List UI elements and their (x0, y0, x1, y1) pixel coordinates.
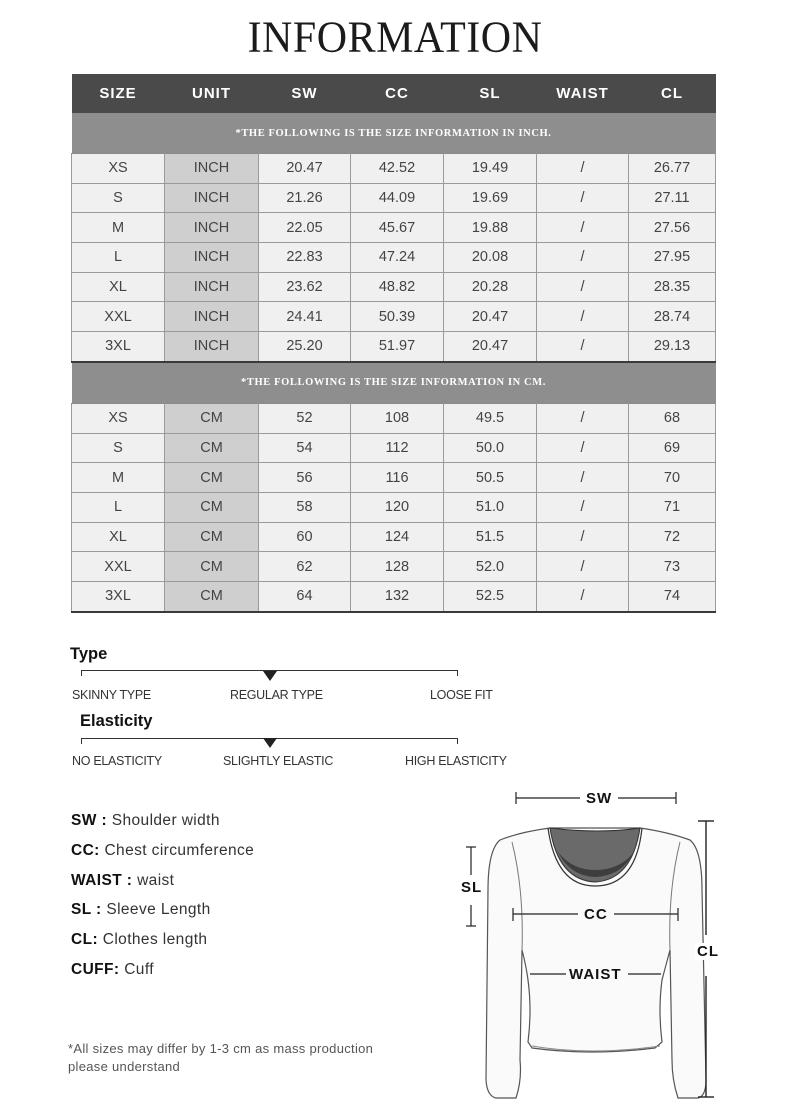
elasticity-label-none: NO ELASTICITY (72, 754, 162, 768)
cell-cc: 116 (351, 463, 444, 493)
cell-cc: 120 (351, 492, 444, 522)
cell-sl: 52.0 (444, 552, 537, 582)
column-header-sl: SL (444, 74, 537, 113)
legend-abbr: SW : (71, 812, 108, 829)
cell-size: M (72, 213, 165, 243)
column-header-unit: UNIT (165, 74, 259, 113)
legend-abbr: CUFF: (71, 960, 120, 978)
legend-desc: Shoulder width (111, 812, 220, 829)
table-row (72, 183, 716, 213)
cell-cl: 29.13 (629, 332, 716, 362)
cell-cc: 47.24 (351, 243, 444, 273)
legend-item (71, 842, 254, 872)
cell-cc: 48.82 (351, 272, 444, 302)
cell-sw: 54 (259, 433, 351, 463)
cell-sw: 62 (259, 552, 351, 582)
table-row (72, 154, 716, 184)
cell-sl: 20.08 (444, 243, 537, 273)
cell-cl: 74 (629, 581, 716, 611)
elasticity-heading: Elasticity (80, 712, 153, 730)
type-heading: Type (70, 645, 108, 663)
legend-item (71, 872, 254, 902)
cell-size: S (72, 183, 165, 213)
cell-sl: 19.69 (444, 183, 537, 213)
cell-cc: 132 (351, 581, 444, 611)
cell-size: XXL (72, 552, 165, 582)
cell-cl: 28.35 (629, 272, 716, 302)
cell-size: 3XL (72, 332, 165, 362)
cell-unit: CM (165, 463, 259, 493)
cell-waist: / (537, 492, 629, 522)
legend-item (71, 812, 254, 842)
cell-waist: / (537, 154, 629, 184)
cell-cl: 68 (629, 403, 716, 433)
sw-label: SW (586, 790, 613, 807)
table-row (72, 522, 716, 552)
cell-sw: 24.41 (259, 302, 351, 332)
cell-waist: / (537, 272, 629, 302)
legend-desc: Clothes length (102, 931, 208, 949)
cell-unit: INCH (165, 183, 259, 213)
table-row (72, 243, 716, 273)
cell-sl: 50.0 (444, 433, 537, 463)
legend-abbr: SL : (71, 901, 102, 919)
cell-sw: 60 (259, 522, 351, 552)
table-header-row (72, 74, 716, 113)
elasticity-marker-icon (263, 738, 277, 748)
disclaimer-line-2: please understand (68, 1059, 181, 1074)
table-row (72, 302, 716, 332)
cell-cc: 50.39 (351, 302, 444, 332)
cell-unit: INCH (165, 302, 259, 332)
column-header-waist: WAIST (537, 74, 629, 113)
legend-desc: Sleeve Length (106, 901, 211, 919)
cell-unit: INCH (165, 154, 259, 184)
disclaimer-line-1: *All sizes may differ by 1-3 cm as mass production (68, 1041, 374, 1056)
legend-abbr: CL: (71, 931, 99, 949)
cell-cc: 45.67 (351, 213, 444, 243)
cell-cl: 27.95 (629, 243, 716, 273)
cell-cc: 112 (351, 433, 444, 463)
legend-abbr: WAIST : (71, 871, 133, 889)
column-header-cl: CL (629, 74, 716, 113)
cell-waist: / (537, 522, 629, 552)
cell-sw: 20.47 (259, 154, 351, 184)
cell-size: XL (72, 522, 165, 552)
type-marker-icon (263, 671, 277, 681)
cell-waist: / (537, 552, 629, 582)
table-row (72, 272, 716, 302)
elasticity-label-high: HIGH ELASTICITY (405, 754, 507, 768)
waist-label: WAIST (569, 966, 622, 983)
long-sleeve-top-illustration (440, 780, 740, 1100)
cell-sw: 23.62 (259, 272, 351, 302)
legend-item (71, 961, 254, 991)
sl-label: SL (461, 879, 483, 896)
cell-size: L (72, 492, 165, 522)
page-title: INFORMATION (247, 13, 543, 63)
cell-sl: 52.5 (444, 581, 537, 611)
column-header-sw: SW (259, 74, 351, 113)
cell-sw: 25.20 (259, 332, 351, 362)
cell-size: XS (72, 154, 165, 184)
table-row (72, 332, 716, 362)
cell-size: S (72, 433, 165, 463)
cell-cl: 26.77 (629, 154, 716, 184)
cell-unit: CM (165, 433, 259, 463)
cell-sw: 56 (259, 463, 351, 493)
cell-sl: 19.88 (444, 213, 537, 243)
cell-unit: INCH (165, 272, 259, 302)
cell-waist: / (537, 332, 629, 362)
cell-cl: 72 (629, 522, 716, 552)
cell-cl: 73 (629, 552, 716, 582)
cell-sw: 64 (259, 581, 351, 611)
cell-size: 3XL (72, 581, 165, 611)
cl-label: CL (697, 943, 719, 960)
cell-sl: 20.47 (444, 302, 537, 332)
cell-unit: CM (165, 581, 259, 611)
cell-unit: CM (165, 492, 259, 522)
cell-waist: / (537, 302, 629, 332)
cell-cc: 42.52 (351, 154, 444, 184)
cell-waist: / (537, 243, 629, 273)
elasticity-label-slight: SLIGHTLY ELASTIC (223, 754, 334, 768)
cell-size: XS (72, 403, 165, 433)
cell-cl: 69 (629, 433, 716, 463)
table-row (72, 552, 716, 582)
cell-cc: 44.09 (351, 183, 444, 213)
type-label-skinny: SKINNY TYPE (72, 688, 151, 702)
cell-sl: 51.0 (444, 492, 537, 522)
table-row (72, 213, 716, 243)
cell-size: XL (72, 272, 165, 302)
cell-sw: 22.05 (259, 213, 351, 243)
type-label-regular: REGULAR TYPE (230, 688, 323, 702)
cell-cc: 124 (351, 522, 444, 552)
cell-sl: 49.5 (444, 403, 537, 433)
cell-size: L (72, 243, 165, 273)
table-row (72, 463, 716, 493)
cell-unit: CM (165, 522, 259, 552)
size-chart-table (71, 74, 716, 613)
cell-sl: 51.5 (444, 522, 537, 552)
cell-cc: 128 (351, 552, 444, 582)
legend-desc: Cuff (124, 960, 154, 978)
cell-cl: 71 (629, 492, 716, 522)
legend-desc: Chest circumference (104, 841, 255, 859)
column-header-size: SIZE (72, 74, 165, 113)
cell-waist: / (537, 463, 629, 493)
cell-sl: 20.47 (444, 332, 537, 362)
cell-unit: INCH (165, 332, 259, 362)
table-row (72, 433, 716, 463)
legend-desc: waist (137, 871, 175, 889)
section-note: *THE FOLLOWING IS THE SIZE INFORMATION IN INCH. (72, 113, 716, 154)
cell-cl: 27.56 (629, 213, 716, 243)
cell-unit: CM (165, 403, 259, 433)
cell-cl: 28.74 (629, 302, 716, 332)
cell-sw: 52 (259, 403, 351, 433)
section-note-row (72, 113, 716, 154)
cc-label: CC (584, 906, 608, 923)
cell-sw: 58 (259, 492, 351, 522)
cell-unit: CM (165, 552, 259, 582)
table-row (72, 492, 716, 522)
cell-waist: / (537, 433, 629, 463)
cell-sw: 22.83 (259, 243, 351, 273)
cell-waist: / (537, 403, 629, 433)
cell-cc: 108 (351, 403, 444, 433)
cell-sl: 20.28 (444, 272, 537, 302)
cell-size: XXL (72, 302, 165, 332)
cell-sl: 19.49 (444, 154, 537, 184)
cell-cc: 51.97 (351, 332, 444, 362)
section-note-row (72, 362, 716, 404)
cell-cl: 27.11 (629, 183, 716, 213)
cell-unit: INCH (165, 213, 259, 243)
legend-abbr: CC: (71, 841, 100, 859)
cell-waist: / (537, 183, 629, 213)
legend-item (71, 931, 254, 961)
garment-diagram (440, 780, 740, 1100)
cell-waist: / (537, 581, 629, 611)
cell-size: M (72, 463, 165, 493)
cell-cl: 70 (629, 463, 716, 493)
type-label-loose: LOOSE FIT (430, 688, 493, 702)
measurement-legend (71, 812, 254, 991)
cell-sl: 50.5 (444, 463, 537, 493)
cell-sw: 21.26 (259, 183, 351, 213)
table-row (72, 581, 716, 611)
cell-waist: / (537, 213, 629, 243)
section-note: *THE FOLLOWING IS THE SIZE INFORMATION IN CM. (72, 362, 716, 404)
disclaimer-note (68, 1040, 373, 1076)
legend-item (71, 901, 254, 931)
cell-unit: INCH (165, 243, 259, 273)
table-row (72, 403, 716, 433)
column-header-cc: CC (351, 74, 444, 113)
